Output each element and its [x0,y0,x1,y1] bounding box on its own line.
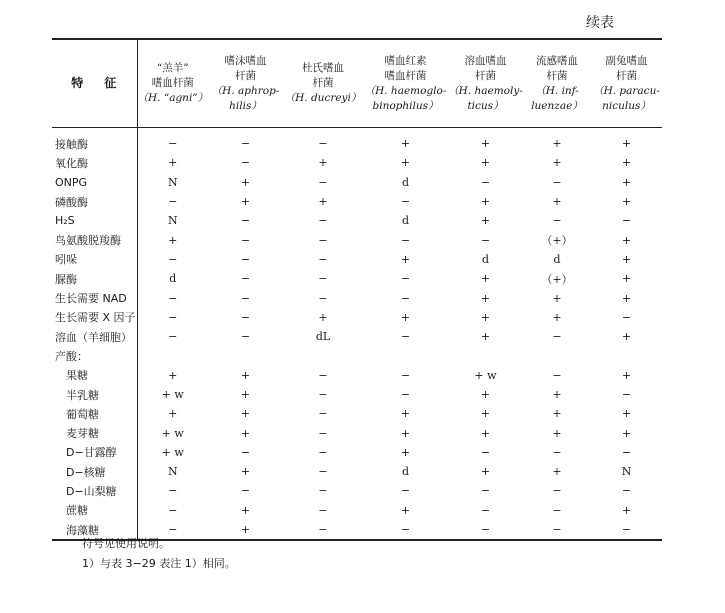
table-row [52,462,662,481]
table-cell: + [552,156,562,170]
table-cell: − [318,175,328,189]
table-cell [363,346,448,365]
table-cell: − [552,445,562,459]
row-label: D−核糖 [52,462,137,481]
table-cell [283,346,363,365]
table-cell: + [168,233,178,247]
table-cell: − [240,137,251,151]
table-cell: + [480,272,491,286]
table-cell: − [240,272,251,286]
table-cell: + [318,310,328,324]
table-cell: − [318,484,328,498]
table-cell: − [318,272,328,286]
table-cell: + [552,426,562,440]
table-cell: + [621,426,632,440]
table-row [52,501,662,520]
table-cell: − [318,465,328,479]
table-cell: − [400,368,411,382]
table-cell: − [168,310,178,324]
column-header [591,39,662,128]
column-header [448,39,523,128]
table-cell: d [401,465,410,479]
table-cell: + [480,465,491,479]
table-cell: − [168,503,178,517]
table-row [52,211,662,230]
table-cell: − [168,291,178,305]
table-cell: − [318,445,328,459]
table-cell [591,346,662,365]
column-header [208,39,283,128]
row-label: 脲酶 [52,269,137,288]
table-cell: − [168,330,178,344]
row-label: 氧化酶 [52,153,137,172]
table-cell: − [240,484,251,498]
note-line: 符号见使用说明。 [82,537,170,550]
table-row [52,385,662,404]
table-cell [448,346,523,365]
table-cell: + [400,426,411,440]
row-label: 产酸： [52,346,137,365]
table-cell: − [400,195,411,209]
table-cell: − [168,252,178,266]
table-cell: + [400,137,411,151]
table-cell: − [318,214,328,228]
header-row [52,39,662,128]
table-body [52,128,662,541]
table-cell: − [400,330,411,344]
column-header-line: binophilus） [372,99,439,112]
table-cell: − [318,407,328,421]
table-cell: − [240,233,251,247]
table-cell: + [240,175,251,189]
table-cell: N [167,175,178,189]
table-row [52,423,662,442]
table-cell: − [168,484,178,498]
table-cell: − [552,484,562,498]
table-cell: + [480,137,491,151]
table-cell: d [481,252,490,266]
table-cell: + [240,465,251,479]
row-label: 海藻糖 [52,520,137,540]
table-cell: + [480,330,491,344]
table-cell: − [240,252,251,266]
table-row [52,366,662,385]
column-header-line: 嗜血杆菌 [151,77,194,89]
table-cell: + [400,310,411,324]
table-cell: + [621,291,632,305]
table-cell: + [552,195,562,209]
table-cell: + [621,156,632,170]
table-cell: + [621,175,632,189]
table-cell: + [240,407,251,421]
table-cell: − [318,503,328,517]
table-cell: + [318,195,328,209]
table-cell: + [480,195,491,209]
table-cell: − [552,368,562,382]
table-cell [208,346,283,365]
row-label: D−山梨糖 [52,481,137,500]
column-header-line: 杆菌 [312,77,334,89]
table-cell: + w [161,445,184,459]
column-header-line: 杜氏嗜血 [302,62,344,74]
table-row [52,269,662,288]
table-cell: + [168,156,178,170]
table-cell: − [480,233,491,247]
column-header [137,39,208,128]
column-header-line: “羔羊” [156,62,189,74]
continuation-label: 续表 [586,15,614,31]
column-header-line: （H. paracu- [593,84,660,97]
table-cell: − [318,426,328,440]
table-cell: − [480,484,491,498]
table-cell: − [283,520,363,540]
table-cell: − [480,445,491,459]
feature-header-char-1: 特 [71,76,85,90]
row-label: D−甘露醇 [52,443,137,462]
table-cell: + [621,137,632,151]
table-row [52,443,662,462]
table-cell: + [480,407,491,421]
table-row [52,404,662,423]
column-header-line: （H. haemoly- [448,84,523,97]
note-line: 1）与表 3−29 表注 1）相同。 [82,557,236,570]
table-cell: − [552,330,562,344]
table-cell: − [240,156,251,170]
table-cell: − [318,291,328,305]
table-cell: + [400,503,411,517]
table-cell: − [591,520,662,540]
feature-header [52,39,137,128]
feature-header-char-2: 征 [104,76,118,90]
table-cell: dL [315,330,331,344]
column-header-line: 杆菌 [475,69,496,82]
table-cell: + [552,407,562,421]
table-row [52,346,662,365]
table-cell: + [621,407,632,421]
table-cell: + [552,310,562,324]
table-cell: + [240,503,251,517]
row-label: 麦芽糖 [52,423,137,442]
row-label: 磷酸酶 [52,192,137,211]
table-cell: + [240,368,251,382]
table-cell: − [448,520,523,540]
row-label: 接触酶 [52,128,137,154]
table-cell: − [137,520,208,540]
table-notes [82,534,236,574]
table-cell: d [553,252,561,266]
table-cell [523,346,591,365]
row-label: 吲哚 [52,250,137,269]
table-cell: − [168,195,178,209]
table-cell: d [401,175,410,189]
row-label: 生长需要 NAD [52,288,137,307]
table-cell: − [240,310,251,324]
column-header-line: ticus） [467,99,504,112]
table-cell: + [480,214,491,228]
table-cell: − [240,445,251,459]
table-cell: − [621,388,632,401]
table-cell: + [621,252,632,266]
column-header [523,39,591,128]
table-cell: + w [161,426,184,440]
table-cell: + [621,503,632,517]
table-row [52,230,662,249]
table-cell: − [240,214,251,228]
table-cell: + w [161,388,184,401]
table-row [52,153,662,172]
column-header-line: 嗜血杆菌 [384,69,427,82]
row-label: 蔗糖 [52,501,137,520]
table-cell: + [621,330,632,344]
column-header-line: hilis） [229,99,262,112]
table-cell: + [400,156,411,170]
table-cell: + [240,195,251,209]
table-cell: N [621,465,632,479]
table-cell: + [480,388,491,401]
table-cell: − [621,310,632,324]
characteristics-table [52,38,662,541]
table-cell: − [318,368,328,382]
table-cell: + [552,388,562,401]
row-label: 半乳糖 [52,385,137,404]
table-cell: − [552,503,562,517]
column-header-line: 溶血嗜血 [464,54,507,67]
table-cell: − [480,503,491,517]
table-cell: N [167,465,178,479]
table-cell: + [552,465,562,479]
row-label: H₂S [52,211,137,230]
table-cell: − [400,272,411,286]
table-cell: d [401,214,410,228]
table-cell: + [480,426,491,440]
table-cell: + [168,368,178,382]
table-cell: − [318,252,328,266]
column-header [283,39,363,128]
column-header-line: （H. haemoglo- [364,84,447,97]
table-cell: + [621,233,632,247]
table-cell: + [240,426,251,440]
table-cell: − [480,175,491,189]
table-cell: − [400,388,411,401]
table-row [52,173,662,192]
column-header [363,39,448,128]
table-cell: − [363,520,448,540]
column-header-line: 流感嗜血 [536,54,578,67]
column-header-line: （H. ducreyi） [284,92,362,104]
row-label: 鸟氨酸脱羧酶 [52,230,137,249]
row-label: 溶血（羊细胞） [52,327,137,346]
table-cell: − [400,233,411,247]
column-header-line: 嗜沫嗜血 [224,54,267,67]
table-cell: − [621,214,632,228]
table-cell: （+） [541,272,573,286]
row-label: 果糖 [52,366,137,385]
table-cell: + [621,195,632,209]
row-label: 生长需要 X 因子 [52,308,137,327]
table-cell: − [552,214,562,228]
column-header-line: niculus） [602,99,651,112]
table-cell: − [168,137,178,151]
column-header-line: 杆菌 [235,69,256,82]
table-cell: − [523,520,591,540]
table-row [52,250,662,269]
column-header-line: luenzae） [531,99,583,112]
column-header-line: 杆菌 [546,69,568,82]
table-cell: − [240,291,251,305]
table-cell: + [552,137,562,151]
table-cell: （+） [541,234,573,248]
table-cell: + [240,388,251,401]
table-cell: + [168,407,178,421]
column-header-line: 杆菌 [616,69,637,82]
table-cell: − [400,291,411,305]
table-cell: + w [474,368,497,382]
table-cell: − [240,330,251,344]
table-cell: + [208,520,283,540]
table-row [52,192,662,211]
table-cell: − [621,445,632,459]
table-cell: − [621,484,632,498]
row-label: 葡萄糖 [52,404,137,423]
table-cell: + [400,407,411,421]
table-row [52,327,662,346]
table-cell: − [318,137,328,151]
row-label: ONPG [52,173,137,192]
table-cell: + [318,156,328,170]
table-cell: + [621,272,632,286]
table-cell [137,346,208,365]
table-row [52,481,662,500]
table-row [52,288,662,307]
table-cell: − [552,175,562,189]
column-header-line: 嗜血红素 [384,54,427,67]
column-header-line: 副兔嗜血 [605,54,648,67]
table-cell: + [400,445,411,459]
table-cell: + [552,291,562,305]
table-cell: + [400,252,411,266]
table-cell: N [167,214,178,228]
table-cell: + [480,291,491,305]
table-row [52,128,662,154]
column-header-line: （H. aphrop- [211,84,280,97]
table-cell: − [400,484,411,498]
table-cell: + [480,310,491,324]
table-cell: − [318,388,328,401]
table-row [52,308,662,327]
table-cell: + [621,368,632,382]
column-header-line: （H. inf- [535,84,579,97]
table-cell: − [318,233,328,247]
table-cell: d [169,272,177,286]
table-cell: + [480,156,491,170]
column-header-line: （H. “agni”） [137,92,209,104]
